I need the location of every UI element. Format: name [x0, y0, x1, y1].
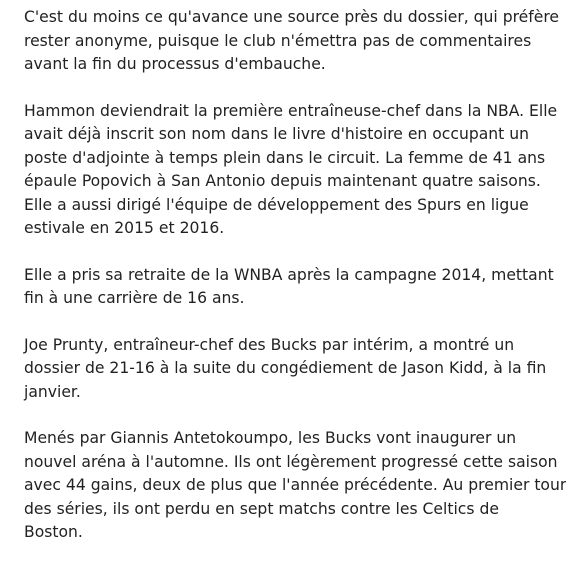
text-line: janvier.: [24, 382, 81, 401]
text-line: nouvel aréna à l'automne. Ils ont légèrement progressé cette saison: [24, 452, 558, 471]
text-line: Boston.: [24, 523, 83, 541]
text-line: C'est du moins ce qu'avance une source près du dossier, qui préfère: [24, 8, 560, 26]
text-line: rester anonyme, puisque le club n'émettra pas de commentaires: [24, 31, 532, 50]
text-line: avant la fin du processus d'embauche.: [24, 55, 326, 73]
paragraph-prunty: [24, 334, 554, 405]
text-line: Joe Prunty, entraîneur-chef des Bucks par intérim, a montré un: [24, 335, 515, 354]
text-line: estivale en 2015 et 2016.: [24, 219, 225, 237]
text-line: Elle a pris sa retraite de la WNBA après la campagne 2014, mettant: [24, 265, 554, 284]
text-line: Menés par Giannis Antetokoumpo, les Bucks vont inaugurer un: [24, 429, 517, 447]
text-line: dossier de 21-16 à la suite du congédiement de Jason Kidd, à la fin: [24, 359, 547, 377]
paragraph-source: [24, 6, 560, 77]
text-line: avec 44 gains, deux de plus que l'année précédente. Au premier tour: [24, 476, 566, 494]
text-line: Hammon deviendrait la première entraîneuse-chef dans la NBA. Elle: [24, 101, 558, 120]
text-line: fin à une carrière de 16 ans.: [24, 289, 245, 307]
text-line: poste d'adjointe à temps plein dans le circuit. La femme de 41 ans: [24, 148, 546, 167]
paragraph-bucks: [24, 427, 566, 545]
text-line: avait déjà inscrit son nom dans le livre d'histoire en occupant un: [24, 125, 530, 143]
paragraph-wnba: [24, 264, 554, 311]
text-line: Elle a aussi dirigé l'équipe de développement des Spurs en ligue: [24, 195, 529, 214]
text-line: des séries, ils ont perdu en sept matchs contre les Celtics de: [24, 499, 499, 518]
paragraph-hammon: [24, 100, 558, 241]
article-body: [24, 6, 566, 568]
text-line: épaule Popovich à San Antonio depuis maintenant quatre saisons.: [24, 172, 541, 190]
